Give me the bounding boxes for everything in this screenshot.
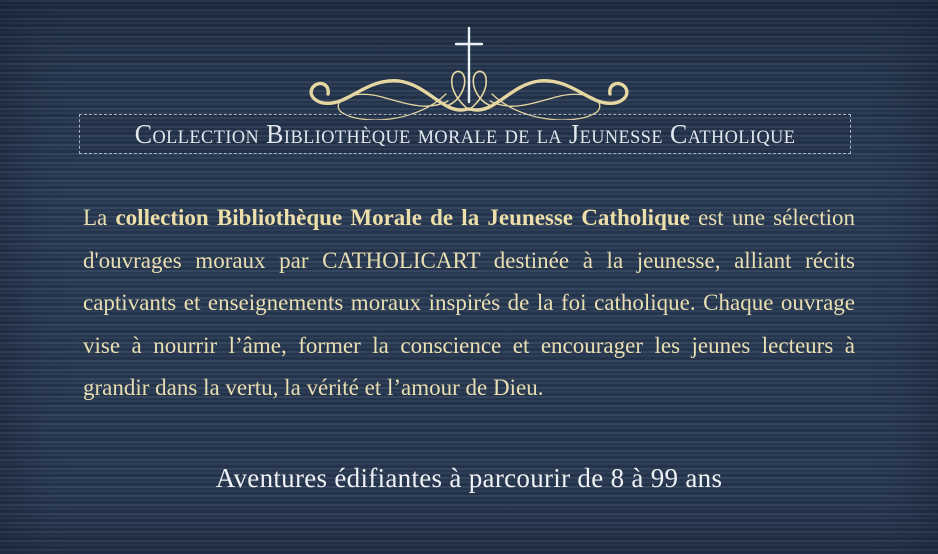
ornament bbox=[289, 22, 649, 120]
paragraph-bold-phrase: collection Bibliothèque Morale de la Jeunesse Catholique bbox=[115, 205, 690, 230]
paragraph-rest: est une sélection d'ouvrages moraux par CATHOLICART destinée à la jeunesse, alliant récits captivants et enseignements moraux inspirés de la foi catholique. Chaque ouvrage vise à nourrir l’âme, former la conscience et encourager les jeunes lecteurs à grandir dans la vertu, la vérité et l’amour de Dieu. bbox=[83, 205, 855, 400]
description-paragraph bbox=[83, 197, 855, 410]
tagline: Aventures édifiantes à parcourir de 8 à 99 ans bbox=[215, 463, 723, 493]
collection-title: Collection Bibliothèque morale de la Jeunesse Catholique bbox=[134, 118, 796, 149]
collection-title-box bbox=[79, 114, 851, 154]
paragraph-lead: La bbox=[83, 205, 116, 230]
cross-icon bbox=[456, 28, 482, 102]
